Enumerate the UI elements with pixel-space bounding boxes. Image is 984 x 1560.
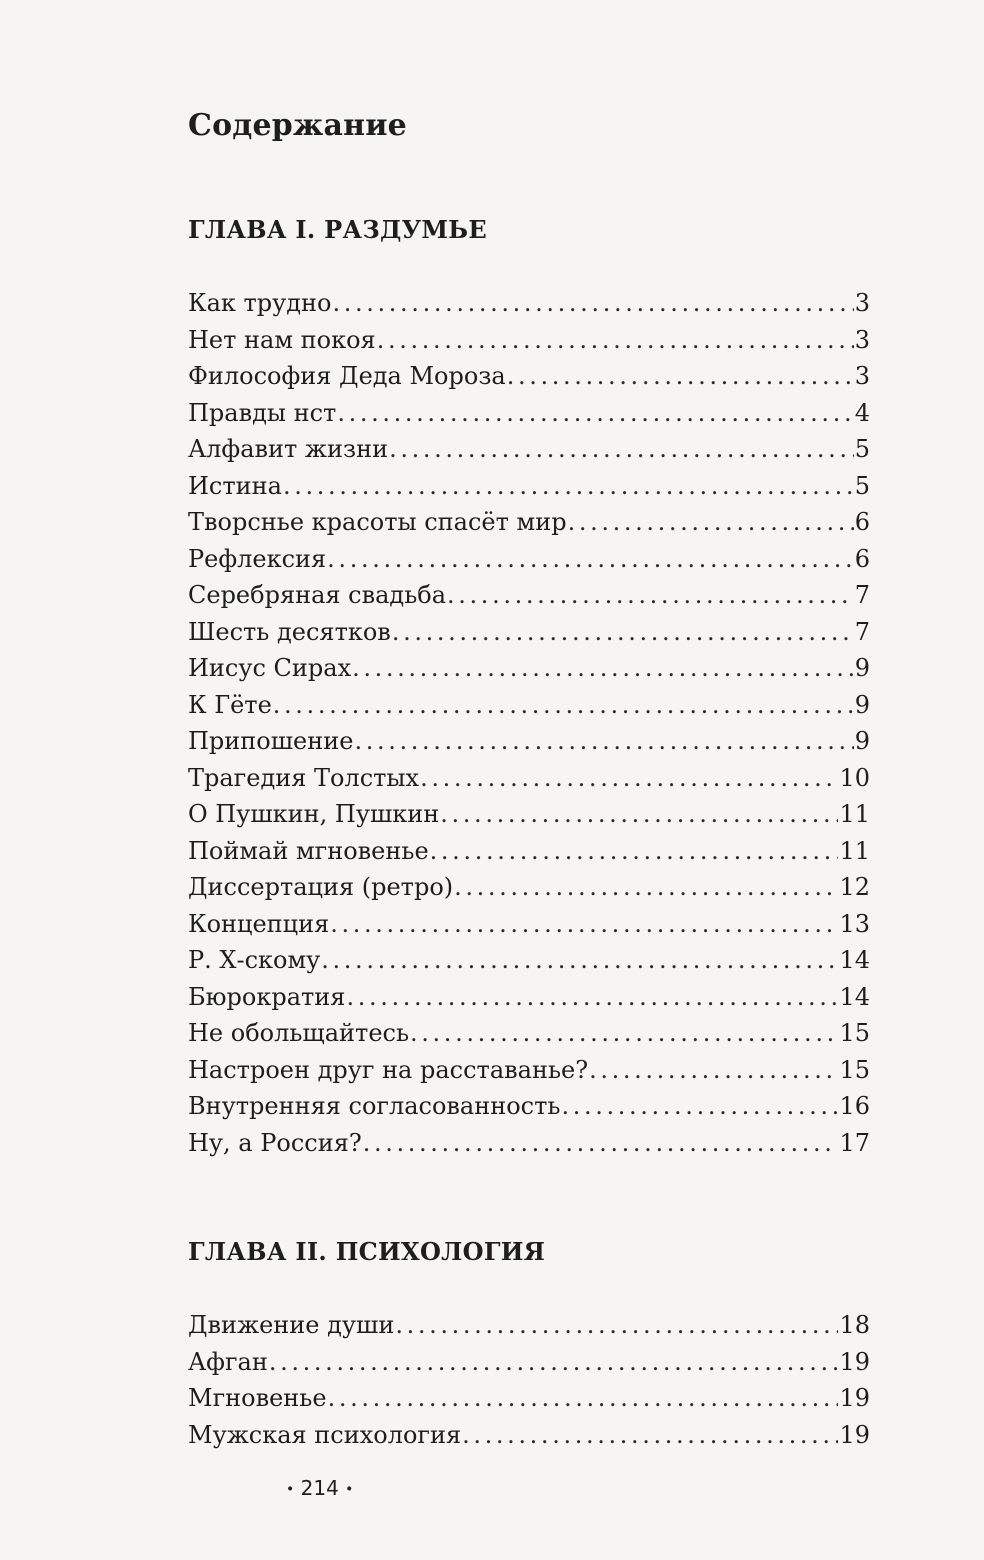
toc-entry <box>188 614 870 651</box>
toc-entry-page: 6 <box>854 544 870 573</box>
toc-entry <box>188 1417 870 1454</box>
toc-entry <box>188 541 870 578</box>
dot-leader <box>330 906 838 943</box>
toc-entry-page: 7 <box>854 617 870 646</box>
toc-entry-title: О Пушкин, Пушкин <box>188 800 440 828</box>
toc-entry-page: 12 <box>839 873 870 901</box>
toc-entry <box>188 504 870 541</box>
toc-entry-title: Шесть десятков <box>188 617 391 646</box>
toc-entry-title: Движение души <box>188 1311 395 1339</box>
chapter-heading-2: ГЛАВА II. ПСИХОЛОГИЯ <box>188 1237 546 1266</box>
toc-entry-title: Как трудно <box>188 289 332 317</box>
toc-entry <box>188 942 870 979</box>
toc-entry-page: 15 <box>839 1055 870 1084</box>
toc-entry-title: Нет нам покоя <box>188 325 376 354</box>
toc-entry-page: 11 <box>839 800 870 828</box>
toc-entry <box>188 1052 870 1089</box>
toc-entry-title: Философия Деда Мороза <box>188 362 506 390</box>
dot-leader <box>328 1380 839 1417</box>
dot-leader <box>327 541 854 578</box>
toc-entry <box>188 577 870 614</box>
toc-entry-title: Мужская психология <box>188 1420 462 1449</box>
toc-entry-title: Не обольщайтесь <box>188 1019 410 1047</box>
toc-entry-title: Афган <box>188 1347 268 1376</box>
contents-title: Содержание <box>188 108 407 143</box>
toc-entry <box>188 468 870 505</box>
toc-entry <box>188 833 870 870</box>
toc-entry-title: Концепция <box>188 909 330 938</box>
toc-entry-page: 10 <box>839 763 870 792</box>
toc-entry <box>188 285 870 322</box>
toc-entry-page: 14 <box>839 982 870 1011</box>
toc-entry-page: 9 <box>854 727 870 755</box>
folio-number: 214 <box>300 1476 339 1500</box>
page-number-footer <box>286 1474 353 1504</box>
dot-leader <box>273 687 854 724</box>
dot-leader <box>337 395 853 432</box>
toc-entry <box>188 431 870 468</box>
toc-entry <box>188 322 870 359</box>
toc-entry-title: Бюрократия <box>188 982 346 1011</box>
toc-list-chapter-1 <box>188 285 870 1161</box>
toc-entry-page: 7 <box>854 581 870 609</box>
dot-leader <box>321 942 838 979</box>
toc-entry-title: Припошение <box>188 727 354 755</box>
toc-entry-page: 14 <box>839 946 870 974</box>
toc-entry-title: Творснье красоты спасёт мир <box>188 508 567 536</box>
toc-entry <box>188 1344 870 1381</box>
toc-entry-title: Мгновенье <box>188 1384 327 1412</box>
toc-entry-title: Внутренняя согласованность <box>188 1092 561 1120</box>
toc-entry <box>188 687 870 724</box>
toc-entry <box>188 979 870 1016</box>
toc-entry-title: Р. Х-скому <box>188 946 321 974</box>
toc-entry-title: Трагедия Толстых <box>188 763 420 792</box>
dot-leader <box>568 504 854 541</box>
dot-leader <box>377 322 854 359</box>
toc-entry-page: 5 <box>854 435 870 463</box>
toc-entry-page: 3 <box>854 325 870 354</box>
toc-entry <box>188 1015 870 1052</box>
dot-leader <box>283 468 854 505</box>
toc-entry-page: 19 <box>839 1347 870 1376</box>
toc-entry <box>188 906 870 943</box>
toc-entry-title: Иисус Сирах <box>188 654 352 682</box>
toc-entry <box>188 358 870 395</box>
toc-entry <box>188 723 870 760</box>
dot-leader <box>333 285 854 322</box>
toc-entry-page: 11 <box>839 836 870 865</box>
dot-leader <box>447 577 854 614</box>
toc-entry-page: 5 <box>854 471 870 500</box>
toc-entry <box>188 1380 870 1417</box>
toc-entry-page: 3 <box>854 362 870 390</box>
dot-leader <box>392 614 854 651</box>
toc-entry-title: Поймай мгновенье <box>188 836 429 865</box>
dot-leader <box>395 1307 838 1344</box>
toc-entry-page: 16 <box>839 1092 870 1120</box>
toc-entry-page: 9 <box>854 690 870 719</box>
toc-entry-page: 18 <box>839 1311 870 1339</box>
folio-dot-right: • <box>345 1481 354 1498</box>
dot-leader <box>462 1417 838 1454</box>
dot-leader <box>561 1088 838 1125</box>
toc-entry-title: Серебряная свадьба <box>188 581 447 609</box>
dot-leader <box>507 358 854 395</box>
toc-entry-page: 17 <box>839 1128 870 1157</box>
toc-entry-title: Диссертация (ретро) <box>188 873 454 901</box>
toc-entry <box>188 869 870 906</box>
dot-leader <box>346 979 838 1016</box>
toc-entry-page: 19 <box>839 1420 870 1449</box>
toc-entry-page: 13 <box>839 909 870 938</box>
dot-leader <box>410 1015 838 1052</box>
toc-entry <box>188 1307 870 1344</box>
toc-entry-page: 4 <box>854 398 870 427</box>
dot-leader <box>389 431 854 468</box>
toc-entry <box>188 796 870 833</box>
folio-dot-left: • <box>286 1481 295 1498</box>
toc-entry <box>188 760 870 797</box>
dot-leader <box>454 869 838 906</box>
toc-entry-title: К Гёте <box>188 690 272 719</box>
toc-entry-page: 9 <box>854 654 870 682</box>
dot-leader <box>352 650 854 687</box>
toc-entry-title: Настроен друг на расставанье? <box>188 1055 589 1084</box>
toc-entry <box>188 1125 870 1162</box>
toc-entry <box>188 395 870 432</box>
toc-entry-page: 6 <box>854 508 870 536</box>
toc-entry-title: Ну, а Россия? <box>188 1128 362 1157</box>
toc-entry-title: Правды нст <box>188 398 337 427</box>
dot-leader <box>440 796 838 833</box>
toc-entry-page: 3 <box>854 289 870 317</box>
dot-leader <box>269 1344 839 1381</box>
toc-entry-title: Рефлексия <box>188 544 327 573</box>
dot-leader <box>430 833 839 870</box>
chapter-heading-1: ГЛАВА I. РАЗДУМЬЕ <box>188 215 487 244</box>
toc-list-chapter-2 <box>188 1307 870 1453</box>
toc-entry <box>188 650 870 687</box>
dot-leader <box>363 1125 839 1162</box>
toc-entry-page: 15 <box>839 1019 870 1047</box>
dot-leader <box>589 1052 838 1089</box>
dot-leader <box>354 723 853 760</box>
dot-leader <box>420 760 838 797</box>
toc-entry-title: Истина <box>188 471 282 500</box>
toc-entry-title: Алфавит жизни <box>188 435 389 463</box>
toc-entry-page: 19 <box>839 1384 870 1412</box>
toc-entry <box>188 1088 870 1125</box>
